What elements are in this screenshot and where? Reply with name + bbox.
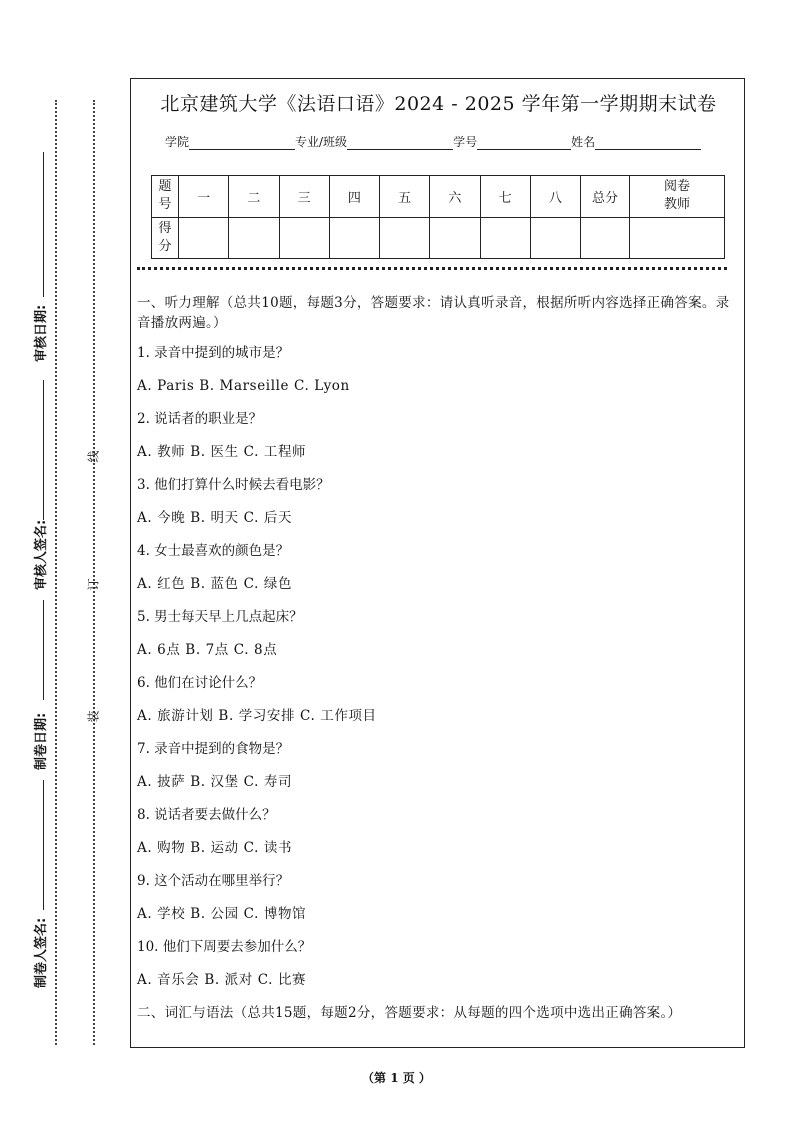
binding-dotted-line-right xyxy=(93,100,95,1045)
question-text: 7. 录音中提到的食物是？ xyxy=(137,741,290,757)
binding-char-line: 线 xyxy=(86,450,101,463)
score-cell-grader[interactable] xyxy=(630,217,725,259)
score-cell-total[interactable] xyxy=(581,217,630,259)
question-options: A. 旅游计划 B. 学习安排 C. 工作项目 xyxy=(137,708,377,724)
paper-date-label: 制卷日期: xyxy=(34,712,49,770)
dotted-separator xyxy=(137,267,727,270)
score-table-score-row xyxy=(152,217,725,259)
header-cell-total: 总分 xyxy=(581,176,630,218)
header-cell: 五 xyxy=(380,176,430,218)
header-cell: 二 xyxy=(229,176,279,218)
question-options: A. 披萨 B. 汉堡 C. 寿司 xyxy=(137,774,293,790)
question-list xyxy=(137,343,739,1003)
paper-date-line xyxy=(43,600,44,700)
header-cell: 三 xyxy=(279,176,329,218)
question-options: A. 教师 B. 医生 C. 工程师 xyxy=(137,444,307,460)
question-text: 6. 他们在讨论什么？ xyxy=(137,675,263,691)
student-id-field[interactable] xyxy=(477,137,571,150)
student-info-row xyxy=(165,133,701,150)
question-text: 9. 这个活动在哪里举行？ xyxy=(137,873,290,889)
review-date-label: 审核日期: xyxy=(34,304,49,362)
header-cell: 六 xyxy=(430,176,480,218)
review-date-line xyxy=(43,152,44,297)
question-text: 8. 说话者要去做什么？ xyxy=(137,807,276,823)
score-cell[interactable] xyxy=(179,217,229,259)
header-cell: 一 xyxy=(179,176,229,218)
exam-frame xyxy=(130,78,745,1048)
section1-heading: 一、听力理解（总共10题，每题3分，答题要求：请认真听录音，根据所听内容选择正确答案。录音播放两遍。） xyxy=(137,295,730,331)
question-text: 10. 他们下周要去参加什么？ xyxy=(137,939,312,955)
college-field[interactable] xyxy=(189,137,295,150)
question-text: 1. 录音中提到的城市是？ xyxy=(137,345,290,361)
question-options: A. 购物 B. 运动 C. 读书 xyxy=(137,840,293,856)
score-cell[interactable] xyxy=(530,217,580,259)
question-options: A. 6点 B. 7点 C. 8点 xyxy=(137,642,278,658)
question-text: 2. 说话者的职业是？ xyxy=(137,411,263,427)
score-cell[interactable] xyxy=(329,217,379,259)
score-cell[interactable] xyxy=(480,217,530,259)
paper-sign-line xyxy=(43,780,44,910)
header-cell: 四 xyxy=(329,176,379,218)
exam-title: 北京建筑大学《法语口语》2024 - 2025 学年第一学期期末试卷 xyxy=(160,93,717,115)
header-cell-number: 题 号 xyxy=(152,176,179,218)
reviewer-sign-label: 审核人签名: xyxy=(34,519,49,590)
student-id-label: 学号 xyxy=(453,135,478,149)
score-cell[interactable] xyxy=(380,217,430,259)
question-options: A. Paris B. Marseille C. Lyon xyxy=(137,378,350,394)
page-number: （第 1 页 ） xyxy=(362,1071,431,1085)
header-cell-grader: 阅卷 教师 xyxy=(630,176,725,218)
question-text: 3. 他们打算什么时候去看电影？ xyxy=(137,477,330,493)
reviewer-sign-line xyxy=(43,380,44,520)
score-cell[interactable] xyxy=(430,217,480,259)
score-cell[interactable] xyxy=(279,217,329,259)
paper-sign-label: 制卷人签名: xyxy=(34,917,49,988)
question-options: A. 今晚 B. 明天 C. 后天 xyxy=(137,510,293,526)
binding-char-fold: 装 xyxy=(86,710,101,723)
name-label: 姓名 xyxy=(571,135,596,149)
question-options: A. 红色 B. 蓝色 C. 绿色 xyxy=(137,576,293,592)
score-table xyxy=(151,175,725,259)
score-cell[interactable] xyxy=(229,217,279,259)
question-options: A. 学校 B. 公园 C. 博物馆 xyxy=(137,906,307,922)
question-options: A. 音乐会 B. 派对 C. 比赛 xyxy=(137,972,307,988)
college-label: 学院 xyxy=(165,135,190,149)
major-label: 专业/班级 xyxy=(295,135,348,149)
binding-char-bind: 订 xyxy=(86,578,101,591)
score-row-label: 得 分 xyxy=(152,217,179,259)
header-cell: 八 xyxy=(530,176,580,218)
major-field[interactable] xyxy=(347,137,453,150)
header-cell: 七 xyxy=(480,176,530,218)
question-text: 4. 女士最喜欢的颜色是？ xyxy=(137,543,290,559)
binding-dotted-line-left xyxy=(55,100,57,1045)
score-table-header-row xyxy=(152,176,725,218)
section2-heading: 二、词汇与语法（总共15题，每题2分，答题要求：从每题的四个选项中选出正确答案。） xyxy=(137,1005,682,1021)
name-field[interactable] xyxy=(595,137,701,150)
question-text: 5. 男士每天早上几点起床？ xyxy=(137,609,303,625)
exam-content xyxy=(137,293,739,1023)
